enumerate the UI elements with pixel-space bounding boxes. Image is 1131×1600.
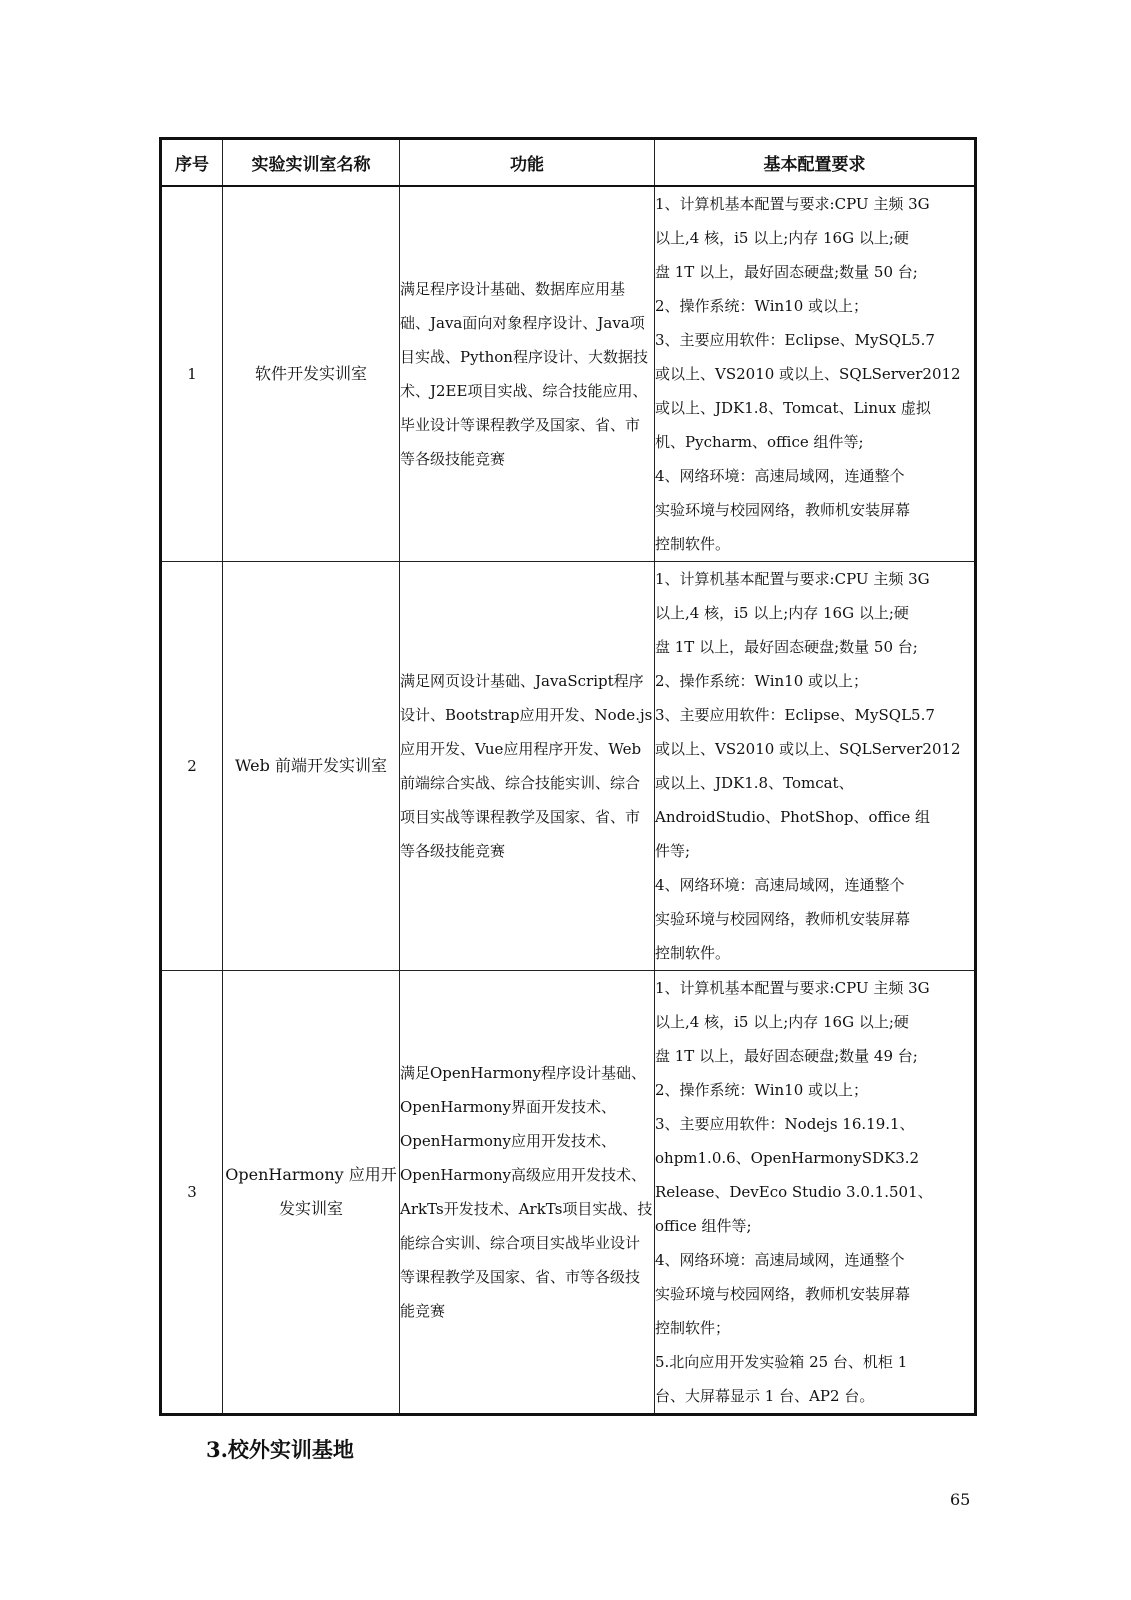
- row-function: 满足网页设计基础、JavaScript程序设计、Bootstrap应用开发、Node.js应用开发、Vue应用程序开发、Web前端综合实战、综合技能实训、综合项目实战等课程教学及国家、省、市等各级技能竞赛: [400, 562, 655, 971]
- config-line: 4、网络环境：高速局域网，连通整个: [655, 467, 905, 485]
- config-line: 控制软件。: [655, 535, 731, 553]
- config-line: 4、网络环境：高速局域网，连通整个: [655, 1251, 905, 1269]
- config-line: 件等;: [655, 842, 691, 860]
- config-line: 或以上、JDK1.8、Tomcat、: [655, 774, 854, 792]
- config-line: 2、操作系统：Win10 或以上；: [655, 1081, 869, 1099]
- config-line: 盘 1T 以上，最好固态硬盘;数量 49 台;: [655, 1047, 918, 1065]
- row-config: [655, 186, 976, 562]
- config-line: 以上,4 核，i5 以上;内存 16G 以上;硬: [655, 229, 909, 247]
- config-line: 台、大屏幕显示 1 台、AP2 台。: [655, 1387, 875, 1405]
- config-line: 控制软件；: [655, 1319, 731, 1337]
- config-line: 2、操作系统：Win10 或以上；: [655, 297, 869, 315]
- row-num: 1: [161, 186, 223, 562]
- config-line: ohpm1.0.6、OpenHarmonySDK3.2: [655, 1149, 920, 1167]
- header-name: 实验实训室名称: [223, 139, 400, 187]
- row-function: 满足程序设计基础、数据库应用基础、Java面向对象程序设计、Java项目实战、Python程序设计、大数据技术、J2EE项目实战、综合技能应用、毕业设计等课程教学及国家、省、市等各级技能竞赛: [400, 186, 655, 562]
- table-row: [161, 186, 976, 562]
- config-line: Release、DevEco Studio 3.0.1.501、: [655, 1183, 933, 1201]
- header-num: 序号: [161, 139, 223, 187]
- config-line: 实验环境与校园网络，教师机安装屏幕: [655, 501, 911, 519]
- header-config: 基本配置要求: [655, 139, 976, 187]
- config-line: AndroidStudio、PhotShop、office 组: [655, 808, 931, 826]
- config-line: 1、计算机基本配置与要求:CPU 主频 3G: [655, 979, 930, 997]
- config-line: 3、主要应用软件：Nodejs 16.19.1、: [655, 1115, 915, 1133]
- row-config: [655, 971, 976, 1415]
- config-line: 以上,4 核，i5 以上;内存 16G 以上;硬: [655, 604, 909, 622]
- config-line: 4、网络环境：高速局域网，连通整个: [655, 876, 905, 894]
- config-line: 1、计算机基本配置与要求:CPU 主频 3G: [655, 195, 930, 213]
- lab-table: [159, 137, 977, 1416]
- page-number: 65: [950, 1490, 971, 1509]
- config-line: 1、计算机基本配置与要求:CPU 主频 3G: [655, 570, 930, 588]
- row-name: Web 前端开发实训室: [223, 562, 400, 971]
- table-row: [161, 562, 976, 971]
- row-config: [655, 562, 976, 971]
- row-name: OpenHarmony 应用开发实训室: [223, 971, 400, 1415]
- config-line: 盘 1T 以上，最好固态硬盘;数量 50 台;: [655, 638, 918, 656]
- config-line: 以上,4 核，i5 以上;内存 16G 以上;硬: [655, 1013, 909, 1031]
- table-header-row: [161, 139, 976, 187]
- row-function: 满足OpenHarmony程序设计基础、OpenHarmony界面开发技术、OpenHarmony应用开发技术、OpenHarmony高级应用开发技术、ArkTs开发技术、ArkTs项目实战、技能综合实训、综合项目实战毕业设计等课程教学及国家、省、市等各级技能竞赛: [400, 971, 655, 1415]
- section-heading: 3.校外实训基地: [206, 1437, 354, 1462]
- config-line: office 组件等;: [655, 1217, 752, 1235]
- config-line: 或以上、JDK1.8、Tomcat、Linux 虚拟: [655, 399, 931, 417]
- header-function: 功能: [400, 139, 655, 187]
- config-line: 机、Pycharm、office 组件等;: [655, 433, 864, 451]
- config-line: 5.北向应用开发实验箱 25 台、机柜 1: [655, 1353, 908, 1371]
- config-line: 或以上、VS2010 或以上、SQLServer2012: [655, 740, 961, 758]
- config-line: 3、主要应用软件：Eclipse、MySQL5.7: [655, 331, 935, 349]
- table-row: [161, 971, 976, 1415]
- config-line: 实验环境与校园网络，教师机安装屏幕: [655, 1285, 911, 1303]
- config-line: 3、主要应用软件：Eclipse、MySQL5.7: [655, 706, 935, 724]
- config-line: 或以上、VS2010 或以上、SQLServer2012: [655, 365, 961, 383]
- row-num: 3: [161, 971, 223, 1415]
- config-line: 盘 1T 以上，最好固态硬盘;数量 50 台;: [655, 263, 918, 281]
- config-line: 2、操作系统：Win10 或以上；: [655, 672, 869, 690]
- row-num: 2: [161, 562, 223, 971]
- config-line: 控制软件。: [655, 944, 731, 962]
- row-name: 软件开发实训室: [223, 186, 400, 562]
- config-line: 实验环境与校园网络，教师机安装屏幕: [655, 910, 911, 928]
